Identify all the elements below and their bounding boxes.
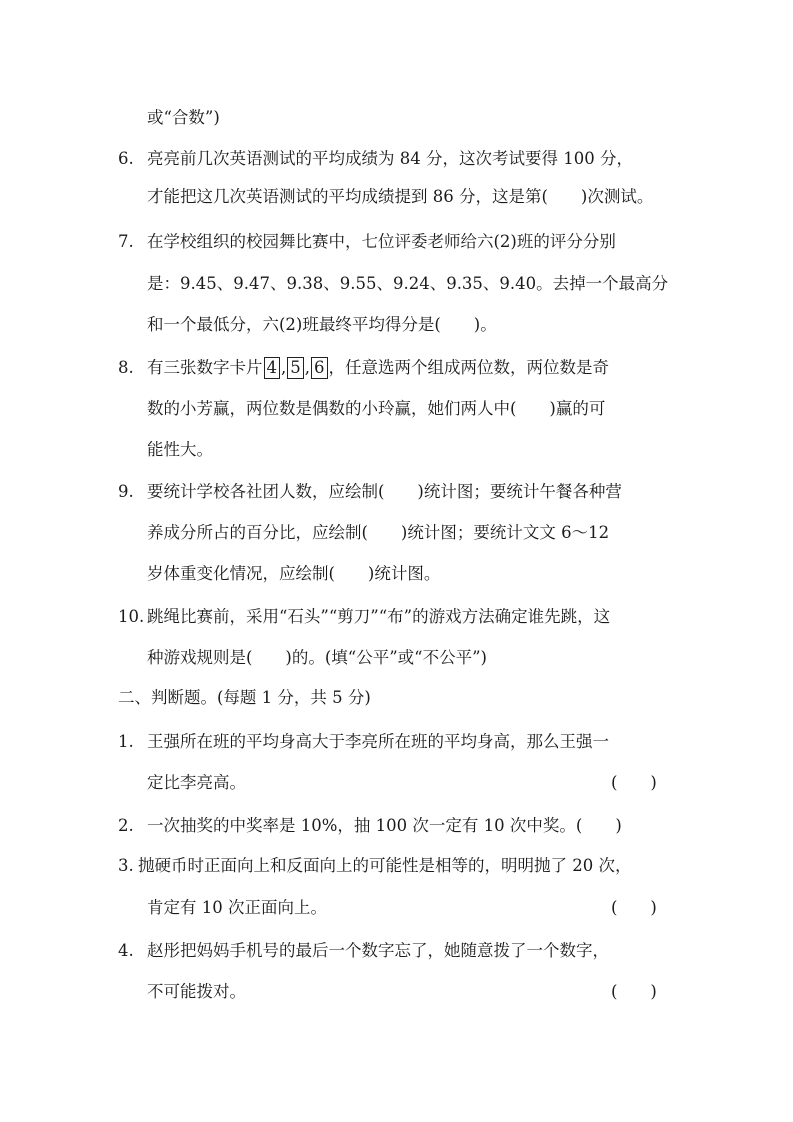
cards-prefix: 有三张数字卡片 [147, 358, 263, 377]
cards-suffix: ，任意选两个组成两位数，两位数是奇 [328, 358, 609, 377]
question-number: 6. [118, 149, 134, 168]
digit-card-6: 6 [311, 357, 328, 379]
question-number: 7. [118, 232, 134, 251]
section-heading: 二、判断题。(每题 1 分，共 5 分) [118, 688, 371, 707]
question-text: 能性大。 [147, 440, 213, 459]
question-number: 9. [118, 482, 134, 501]
continuation-text: 或“合数”) [147, 108, 220, 127]
answer-parentheses: ( ) [611, 773, 657, 792]
answer-parentheses: ( ) [611, 982, 657, 1001]
digit-card-5: 5 [287, 357, 304, 379]
question-text: 不可能拨对。 [147, 982, 246, 1001]
question-text: 是：9.45、9.47、9.38、9.55、9.24、9.35、9.40。去掉一个最高分 [147, 274, 669, 293]
question-number: 8. [118, 358, 134, 377]
question-text: 赵彤把妈妈手机号的最后一个数字忘了，她随意拨了一个数字， [147, 941, 609, 960]
question-number: 2. [118, 816, 134, 835]
question-text: 抛硬币时正面向上和反面向上的可能性是相等的，明明抛了 20 次， [138, 856, 632, 875]
question-text: 种游戏规则是( )的。(填“公平”或“不公平”) [147, 648, 487, 667]
question-text: 数的小芳赢，两位数是偶数的小玲赢，她们两人中( )赢的可 [147, 399, 606, 418]
question-text: 一次抽奖的中奖率是 10%，抽 100 次一定有 10 次中奖。( ) [147, 816, 622, 835]
question-number: 10. [118, 607, 145, 626]
question-text: 亮亮前几次英语测试的平均成绩为 84 分，这次考试要得 100 分， [147, 149, 633, 168]
question-text: 要统计学校各社团人数，应绘制( )统计图；要统计午餐各种营 [147, 482, 622, 501]
question-text: 才能把这几次英语测试的平均成绩提到 86 分，这是第( )次测试。 [147, 187, 654, 206]
question-text: 养成分所占的百分比，应绘制( )统计图；要统计文文 6～12 [147, 523, 610, 542]
question-number: 1. [118, 732, 134, 751]
digit-card-4: 4 [264, 357, 281, 379]
question-text: 在学校组织的校园舞比赛中，七位评委老师给六(2)班的评分分别 [147, 232, 616, 251]
question-text: 岁体重变化情况，应绘制( )统计图。 [147, 564, 441, 583]
question-text: 跳绳比赛前，采用“石头”“剪刀”“布”的游戏方法确定谁先跳，这 [147, 607, 611, 626]
question-text: 肯定有 10 次正面向上。 [147, 898, 327, 917]
question-text: 定比李亮高。 [147, 773, 246, 792]
answer-parentheses: ( ) [611, 898, 657, 917]
question-text: 王强所在班的平均身高大于李亮所在班的平均身高，那么王强一 [147, 732, 609, 751]
question-number: 4. [118, 941, 134, 960]
question-text: 和一个最低分，六(2)班最终平均得分是( )。 [147, 315, 497, 334]
question-text-with-cards: 有三张数字卡片 4 , 5 , 6 ，任意选两个组成两位数，两位数是奇 [147, 358, 609, 377]
question-number: 3. [118, 856, 134, 875]
